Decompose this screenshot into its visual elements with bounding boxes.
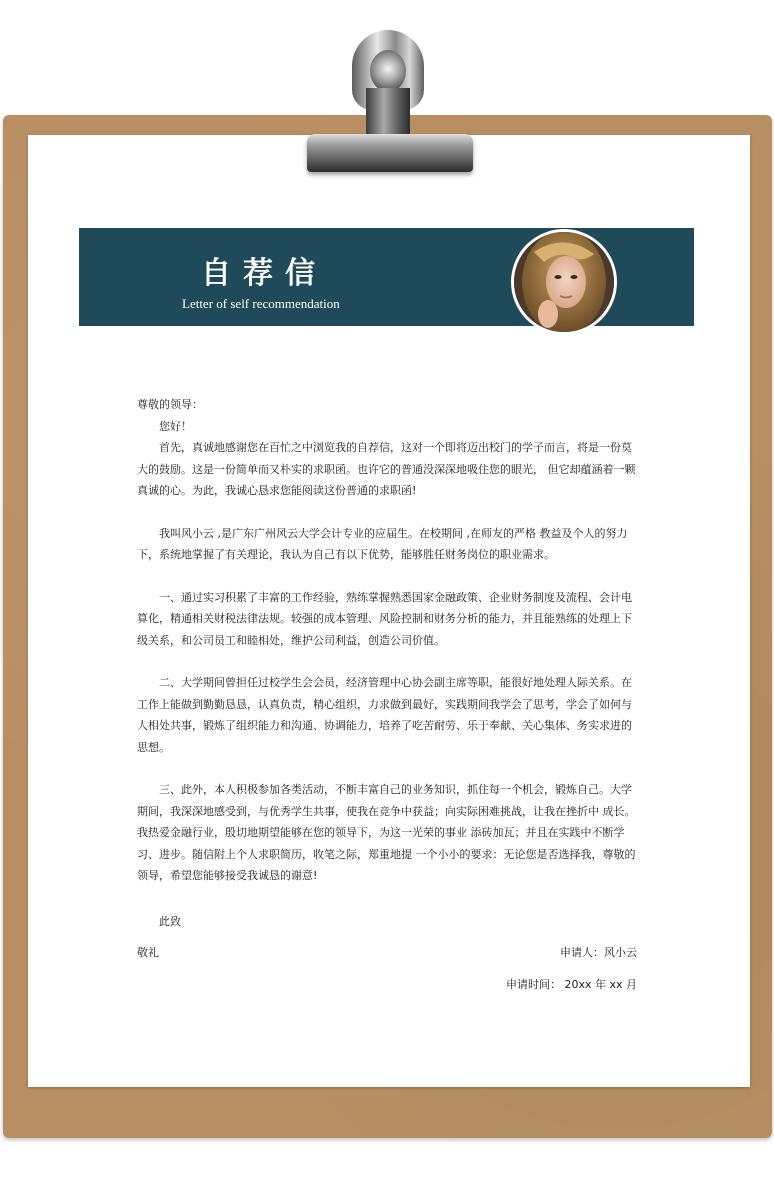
paragraph-point-3: 三、此外，本人积极参加各类活动，不断丰富自己的业务知识，抓住每一个机会，锻炼自己。大学期间，我深深地感受到，与优秀学生共事，使我在竞争中获益；向实际困难挑战，让我在挫折中 成长。我热爱金融行业，殷切地期望能够在您的领导下，为这一光荣的事业 添砖加瓦；并且在实践中不断学习、进步。随信附上个人求职简历，收笔之际，郑重地提 一个小小的要求：无论您是否选择我，尊敬的领导，希望您能够接受我诚恳的谢意!	[137, 783, 636, 882]
banner-title: 自荐信	[201, 256, 327, 291]
paragraph-intro: 首先，真诚地感谢您在百忙之中浏览我的自荐信，这对一个即将迈出校门的学子而言，将是一份莫大的鼓励。这是一份简单而又朴实的求职函。也许它的普通没深深地吸住您的眼光， 但它却蕴涵着一颗真诚的心。为此，我诚心恳求您能阅读这份普通的求职函!	[137, 441, 636, 497]
signature-row	[137, 942, 637, 964]
salutation: 尊敬的领导：	[137, 398, 203, 411]
banner-subtitle: Letter of self recommendation	[182, 296, 340, 311]
paragraph-self-intro: 我叫风小云 ,是广东广州风云大学会计专业的应届生。在校期间 ,在师友的严格 教益及个人的努力下，系统地掌握了有关理论，我认为自己有以下优势，能够胜任财务岗位的职业需求。	[137, 526, 628, 561]
binder-clip-hole	[370, 50, 406, 92]
application-date: 申请时间： 20xx 年 xx 月	[505, 977, 637, 991]
greeting: 您好！	[159, 419, 192, 433]
binder-clip-base	[307, 134, 473, 172]
paragraph-point-1: 一、通过实习积累了丰富的工作经验，熟练掌握熟悉国家金融政策、企业财务制度及流程、会计电算化，精通相关财税法律法规。较强的成本管理、风险控制和财务分析的能力，并且能熟练的处理上下级关系，和公司员工和睦相处，维护公司利益，创造公司价值。	[137, 590, 632, 647]
binder-clip-stem	[366, 88, 410, 138]
portrait-photo	[514, 232, 614, 332]
paragraph-point-2: 二、大学期间曾担任过校学生会会员，经济管理中心协会副主席等职，能很好地处理人际关系。在工作上能做到勤勤恳恳，认真负责，精心组织，力求做到最好，实践期间我学会了思考，学会了如何与人相处共事，锻炼了组织能力和沟通、协调能力，培养了吃苦耐劳、乐于奉献、关心集体、务实求进的思想。	[137, 676, 632, 754]
letter-body	[137, 394, 637, 995]
salute: 敬礼	[137, 946, 159, 959]
avatar	[511, 229, 617, 335]
header-banner	[79, 228, 694, 326]
closing: 此致	[159, 914, 181, 928]
applicant-name: 申请人：风小云	[560, 946, 637, 959]
